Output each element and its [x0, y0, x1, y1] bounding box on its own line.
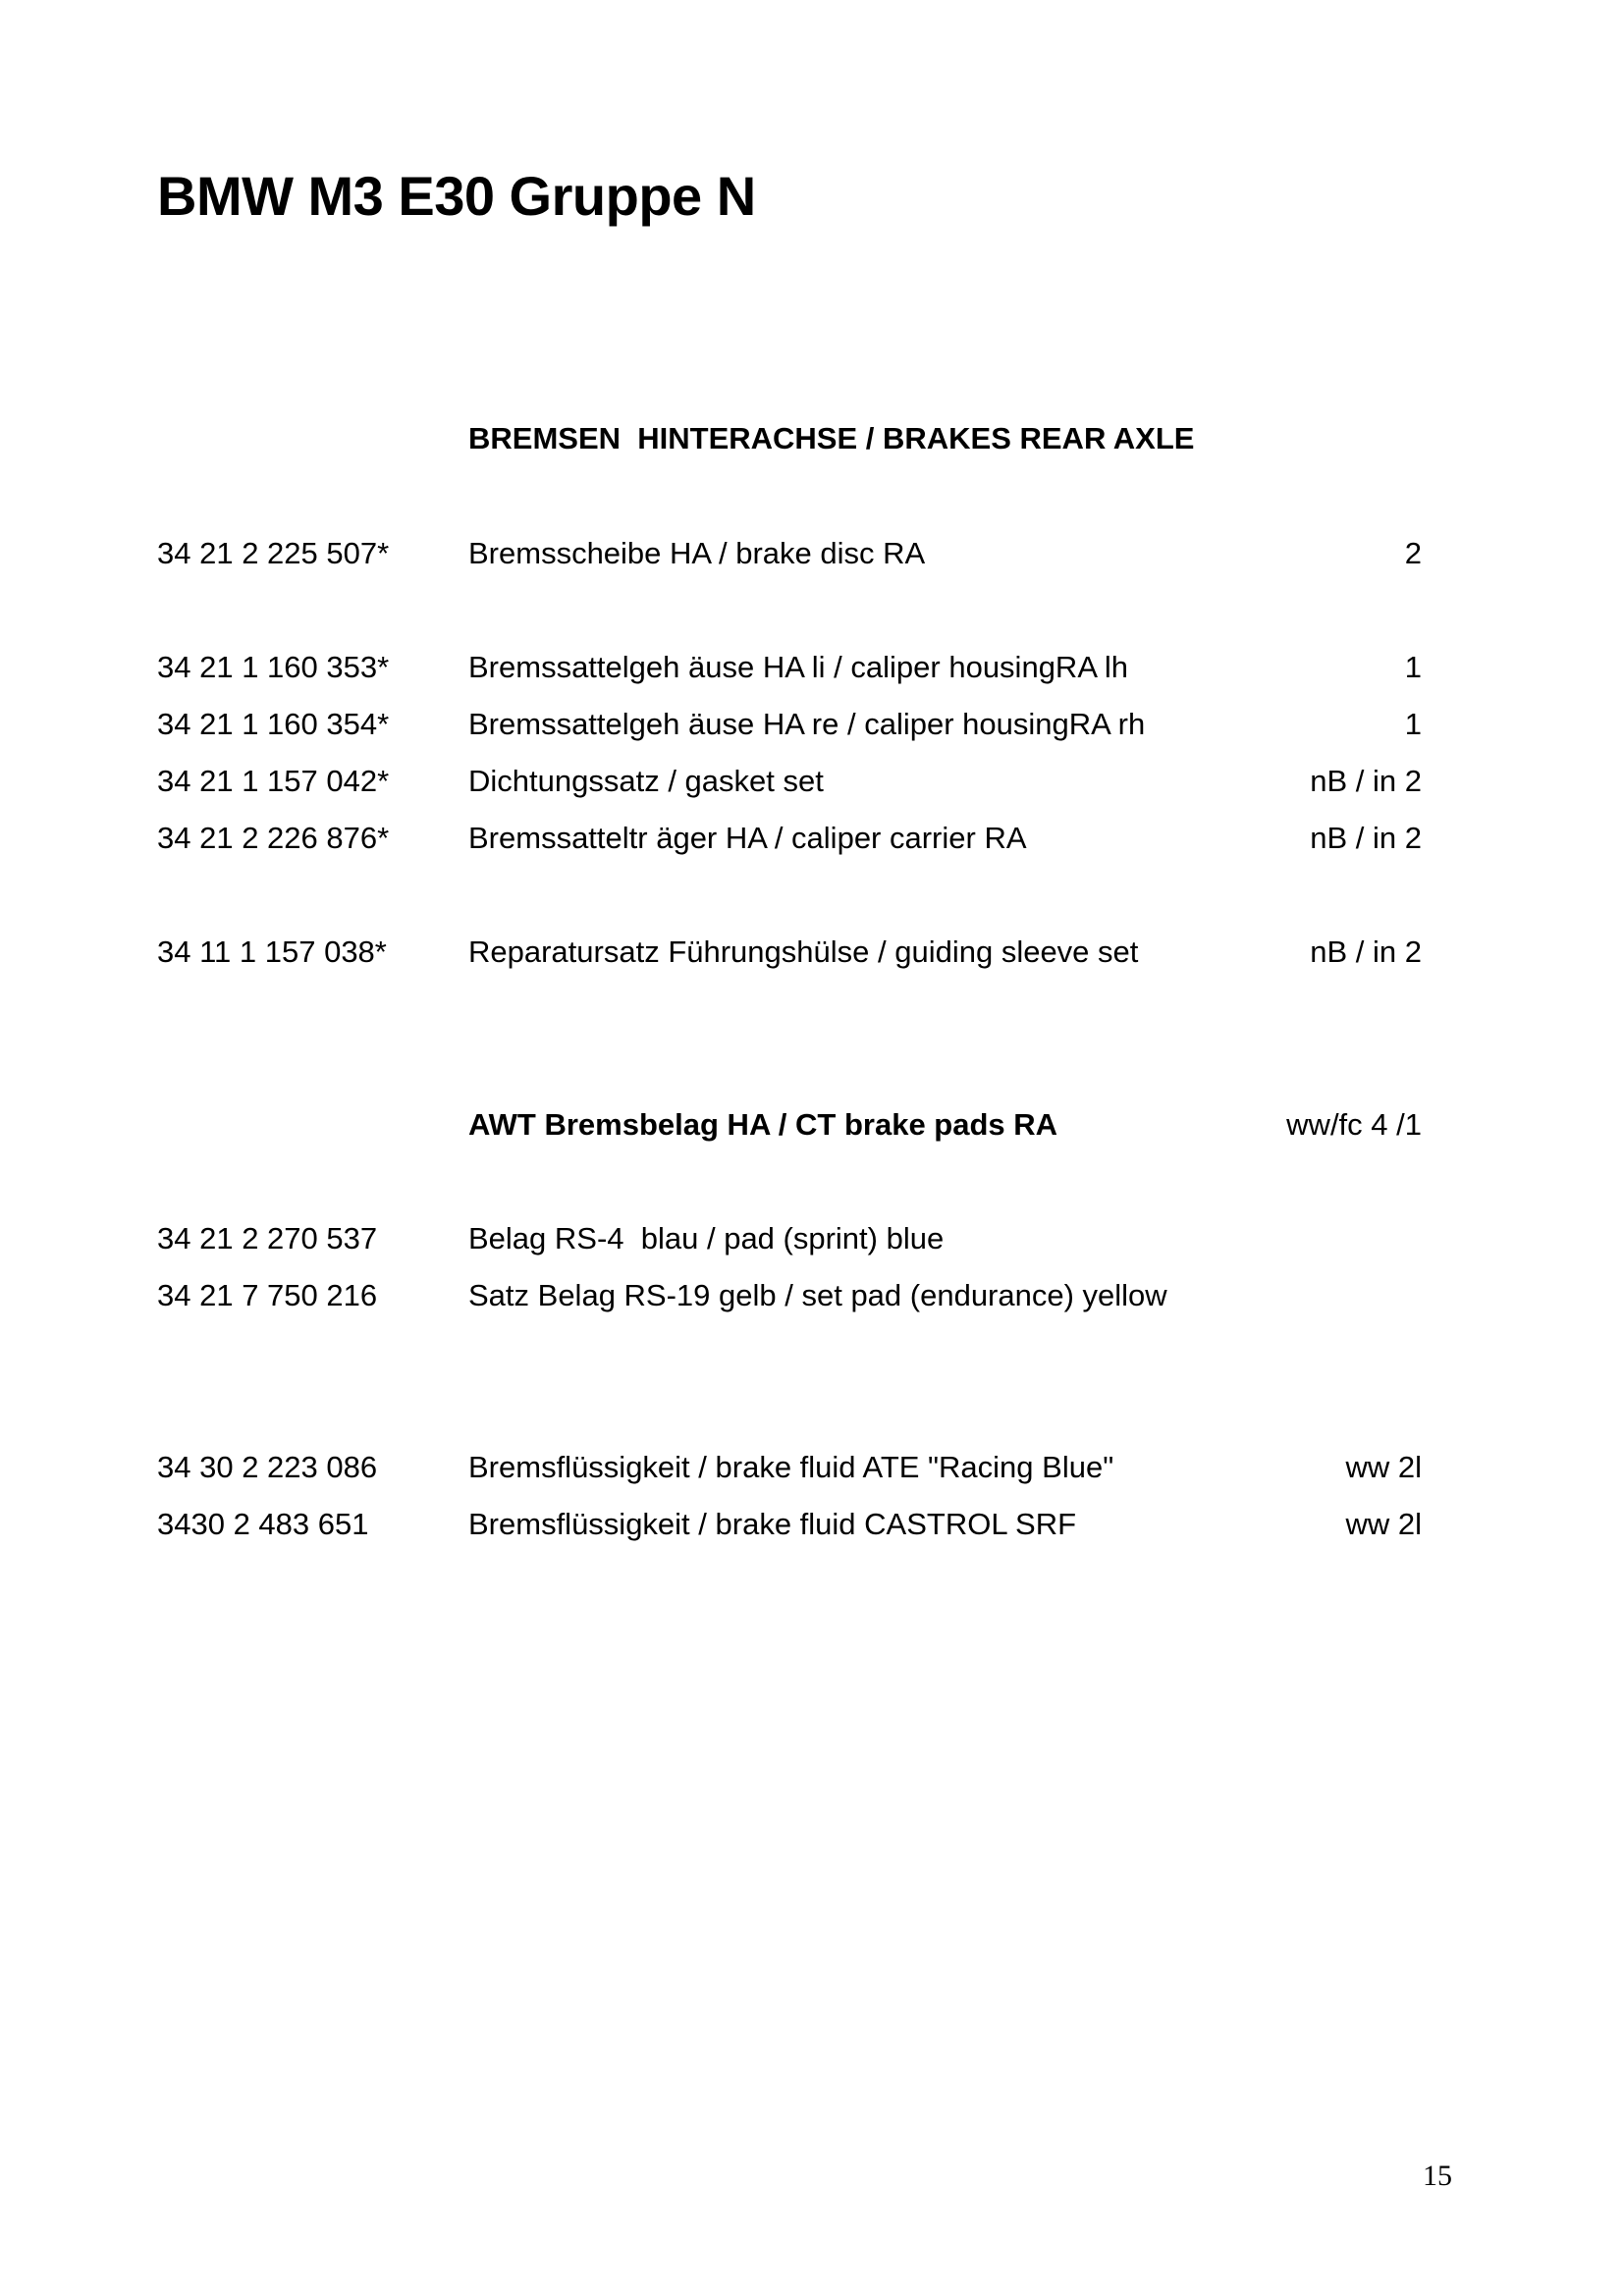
part-number: 34 21 1 157 042*	[157, 764, 390, 798]
table-row	[0, 1280, 1623, 1319]
table-row	[0, 936, 1623, 976]
part-description: Satz Belag RS-19 gelb / set pad (endurance) yellow	[468, 1278, 1167, 1312]
part-description: Reparatursatz Führungshülse / guiding sleeve set	[468, 934, 1139, 969]
part-quantity: nB / in 2	[1310, 821, 1422, 855]
page-title: BMW M3 E30 Gruppe N	[157, 165, 756, 227]
part-quantity: 2	[1404, 536, 1422, 570]
part-number: 34 21 1 160 353*	[157, 650, 390, 684]
section-heading-brakes-rear-axle: BREMSEN HINTERACHSE / BRAKES REAR AXLE	[468, 421, 1195, 455]
part-quantity: 1	[1404, 650, 1422, 684]
part-description: Bremsscheibe HA / brake disc RA	[468, 536, 926, 570]
table-row	[0, 1223, 1623, 1262]
table-row	[0, 823, 1623, 862]
part-quantity: nB / in 2	[1310, 934, 1422, 969]
table-row	[0, 766, 1623, 805]
section-note-brake-pads: ww/fc 4 /1	[1286, 1107, 1422, 1142]
part-description: Bremsflüssigkeit / brake fluid CASTROL SRF	[468, 1507, 1077, 1541]
table-row	[0, 652, 1623, 691]
table-row	[0, 538, 1623, 577]
part-number: 34 21 2 225 507*	[157, 536, 390, 570]
section-heading-brake-pads: AWT Bremsbelag HA / CT brake pads RA	[468, 1107, 1058, 1142]
part-quantity: ww 2l	[1345, 1450, 1422, 1484]
part-description: Bremsflüssigkeit / brake fluid ATE "Racing Blue"	[468, 1450, 1114, 1484]
part-quantity: 1	[1404, 707, 1422, 741]
part-description: Bremssattelgeh äuse HA li / caliper housingRA lh	[468, 650, 1129, 684]
part-number: 34 21 2 270 537	[157, 1221, 378, 1255]
part-number: 34 30 2 223 086	[157, 1450, 378, 1484]
part-number: 34 21 7 750 216	[157, 1278, 378, 1312]
part-number: 34 11 1 157 038*	[157, 934, 387, 969]
part-number: 3430 2 483 651	[157, 1507, 369, 1541]
part-number: 34 21 2 226 876*	[157, 821, 390, 855]
part-description: Bremssattelgeh äuse HA re / caliper housingRA rh	[468, 707, 1146, 741]
part-quantity: nB / in 2	[1310, 764, 1422, 798]
part-description: Belag RS-4 blau / pad (sprint) blue	[468, 1221, 945, 1255]
part-description: Bremssatteltr äger HA / caliper carrier RA	[468, 821, 1027, 855]
table-row	[0, 709, 1623, 748]
table-row	[0, 1509, 1623, 1548]
page-number: 15	[1423, 2160, 1452, 2192]
part-number: 34 21 1 160 354*	[157, 707, 390, 741]
part-description: Dichtungssatz / gasket set	[468, 764, 824, 798]
part-quantity: ww 2l	[1345, 1507, 1422, 1541]
table-row	[0, 1452, 1623, 1491]
